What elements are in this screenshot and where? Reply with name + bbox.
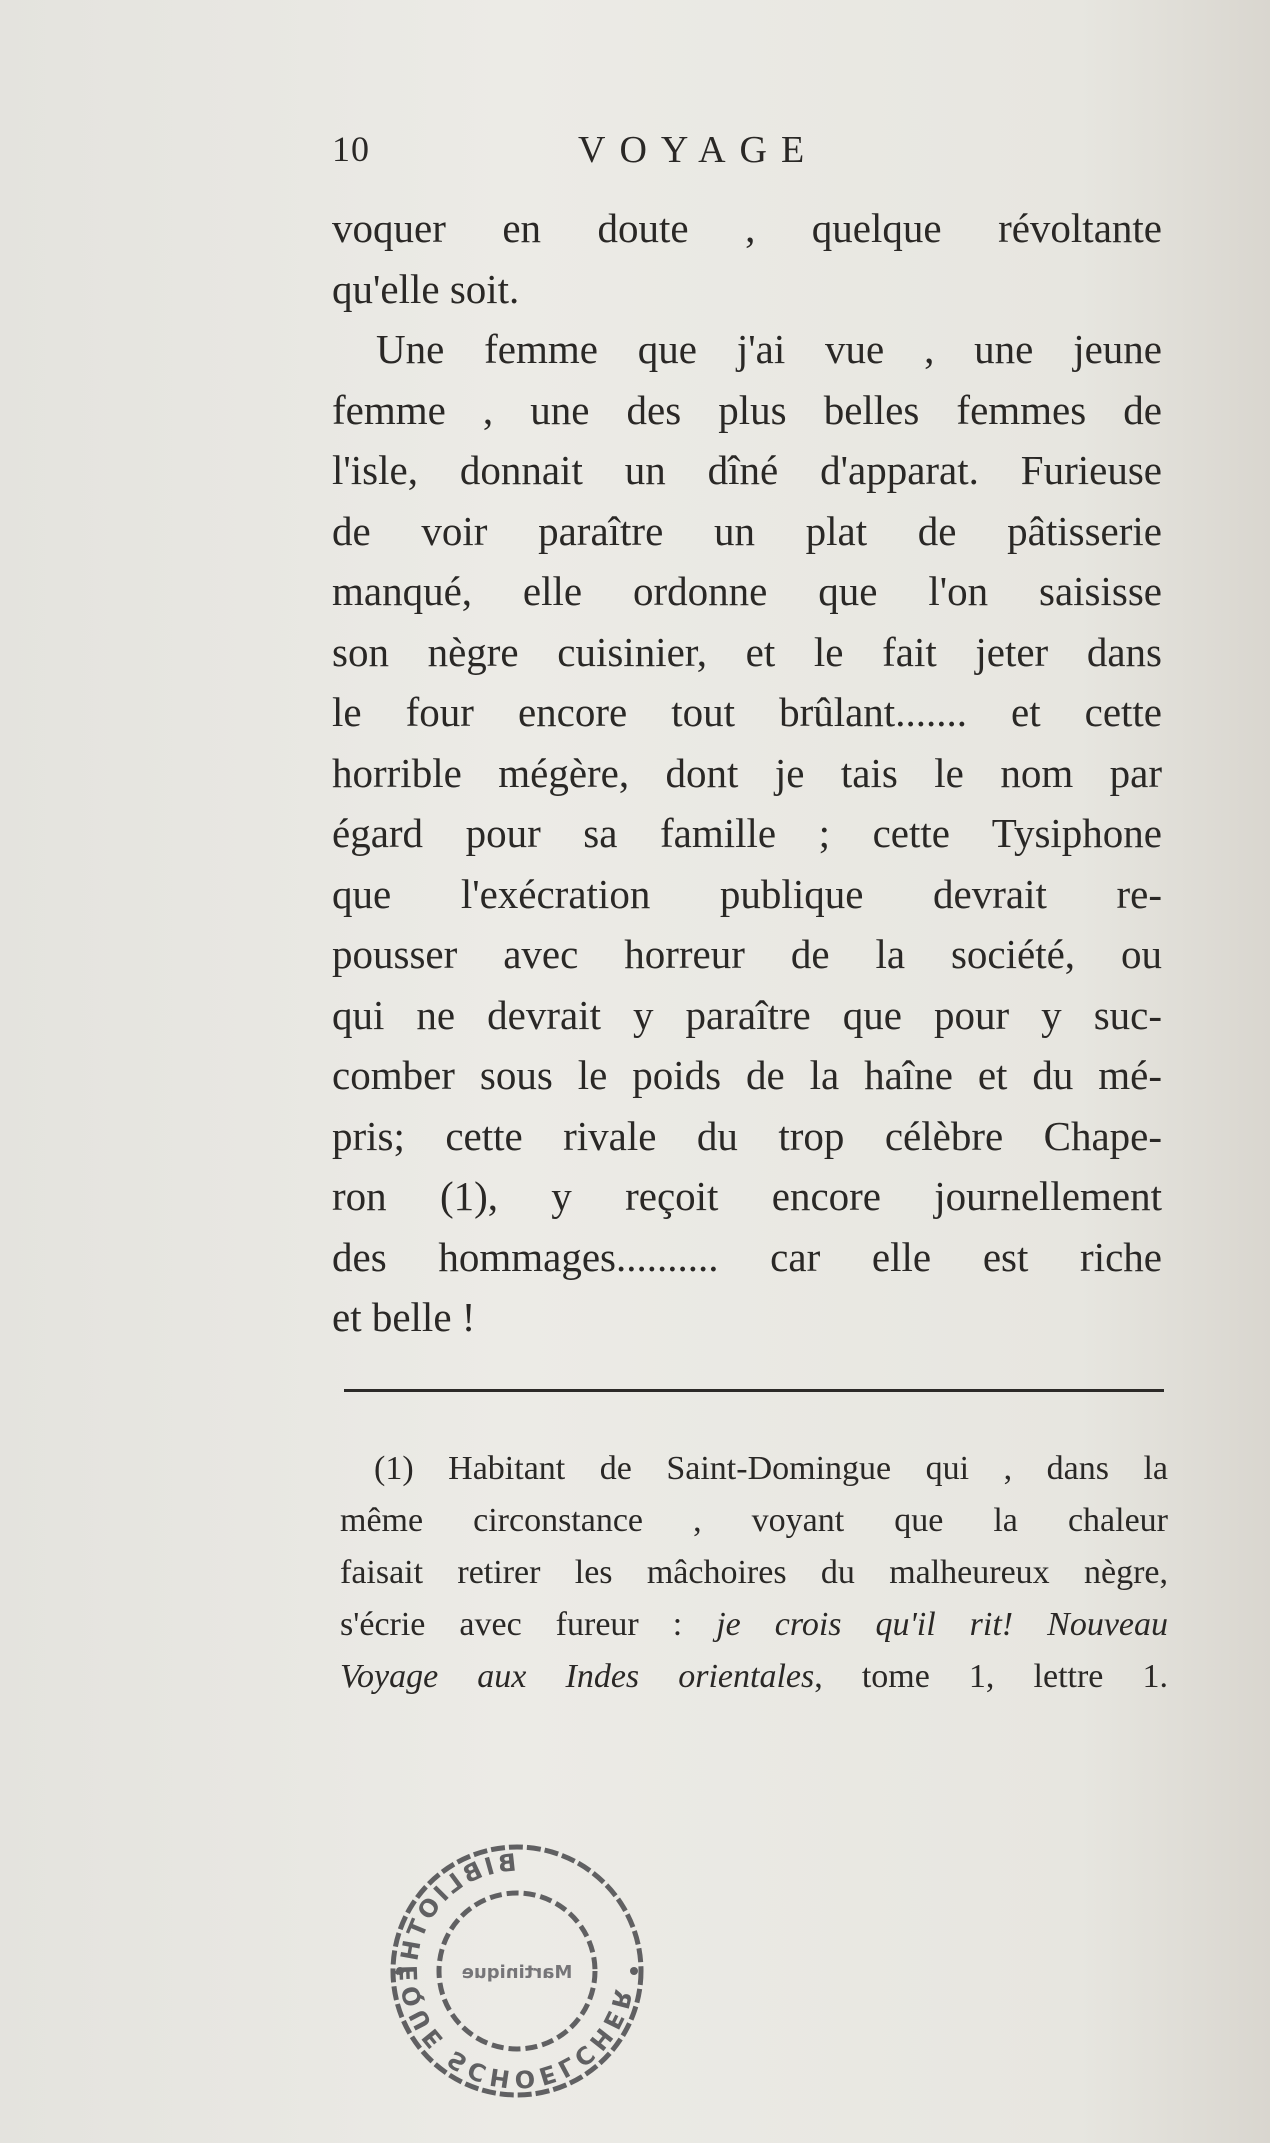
text-line: qui ne devrait y paraître que pour y suc- — [332, 991, 1162, 1038]
text-line: et belle ! — [332, 1294, 476, 1340]
text-line: Une femme que j'ai vue , une jeune — [376, 326, 1162, 372]
text-line: horrible mégère, dont je tais le nom par — [332, 749, 1162, 796]
footnote-line — [340, 1599, 1168, 1651]
text-line: son nègre cuisinier, et le fait jeter dans — [332, 628, 1162, 675]
text-line: pris; cette rivale du trop célèbre Chape- — [332, 1112, 1162, 1159]
footnote-rule — [344, 1389, 1164, 1392]
text-line: manqué, elle ordonne que l'on saisisse — [332, 568, 1162, 614]
library-stamp — [384, 1838, 650, 2104]
text-line: de voir paraître un plat de pâtisserie — [332, 507, 1162, 554]
stamp-center-text: Martinique — [461, 1962, 573, 1983]
footnote-line: (1) Habitant de Saint-Domingue qui , dans la — [374, 1450, 1168, 1487]
footnote-text: s'écrie avec fureur : — [340, 1606, 717, 1643]
footnote-line — [340, 1651, 1168, 1703]
text-line: le four encore tout brûlant....... et cette — [332, 689, 1162, 735]
page-number: 10 — [332, 129, 370, 169]
body-text — [332, 198, 1162, 1348]
running-header — [332, 128, 1162, 178]
footnote-italic: je crois qu'il rit! Nouveau — [716, 1606, 1168, 1643]
text-line: voquer en doute , quelque révoltante — [332, 205, 1162, 251]
text-line: comber sous le poids de la haîne et du mé- — [332, 1052, 1162, 1098]
stamp-outer-text: BIBLIOTHÈQUE SCHOELCHER — [394, 1848, 638, 2094]
footnote-italic: Voyage aux Indes orientales — [340, 1658, 815, 1695]
text-line: égard pour sa famille ; cette Tysiphone — [332, 810, 1162, 856]
text-line: pousser avec horreur de la société, ou — [332, 931, 1162, 977]
text-line: ron (1), y reçoit encore journellement — [332, 1173, 1162, 1219]
footnote-line: même circonstance , voyant que la chaleur — [340, 1502, 1168, 1539]
footnote-text: , tome 1, lettre 1. — [814, 1658, 1168, 1695]
text-line: l'isle, donnait un dîné d'apparat. Furieuse — [332, 447, 1162, 493]
footnote-line: faisait retirer les mâchoires du malheureux nègre, — [340, 1554, 1168, 1591]
running-title: VOYAGE — [578, 129, 819, 171]
text-line: qu'elle soit. — [332, 265, 520, 312]
text-line: femme , une des plus belles femmes de — [332, 386, 1162, 433]
text-line: des hommages.......... car elle est riche — [332, 1233, 1162, 1280]
footnote — [340, 1443, 1168, 1703]
text-line: que l'exécration publique devrait re- — [332, 870, 1162, 917]
